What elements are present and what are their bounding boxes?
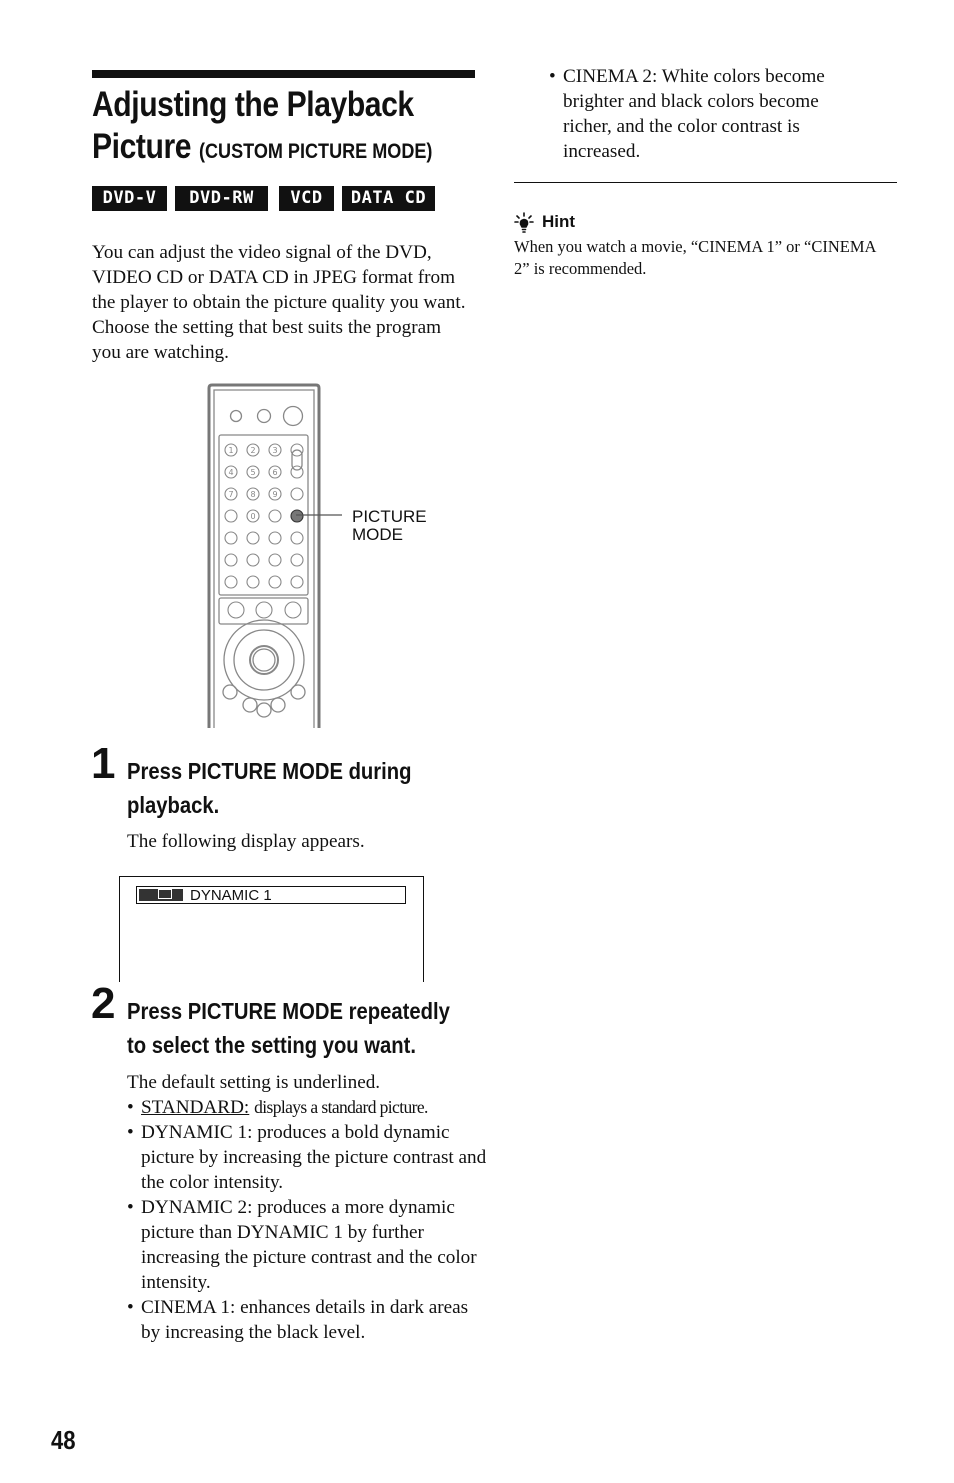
step-1-title-line-1: Press PICTURE MODE during (127, 758, 412, 784)
option-dynamic-1 (127, 1120, 487, 1195)
osd-bar (136, 886, 406, 904)
option-cinema-2 (549, 64, 869, 164)
badge-dvd-v: DVD-V (92, 186, 167, 211)
page-number: 48 (51, 1425, 76, 1455)
step-1-number: 1 (91, 739, 116, 788)
remote-key (247, 532, 259, 544)
option-standard (127, 1095, 487, 1120)
badge-dvd-rw: DVD-RW (175, 186, 268, 211)
remote-key (269, 532, 281, 544)
remote-key (225, 554, 237, 566)
remote-key (291, 576, 303, 588)
step-2-title-line-2: to select the setting you want. (127, 1032, 417, 1058)
title-line-2-main: Picture (92, 127, 192, 166)
remote-key (291, 532, 303, 544)
transport-key (256, 602, 272, 618)
on-screen-display (119, 876, 424, 982)
osd-setting-text: DYNAMIC 1 (190, 887, 272, 904)
hint-text: When you watch a movie, “CINEMA 1” or “CINEMA 2” is recommended. (514, 237, 876, 278)
title-subtitle: (CUSTOM PICTURE MODE) (198, 140, 433, 163)
bullet: • (127, 1297, 134, 1318)
remote-key (225, 510, 237, 522)
display-icon (158, 889, 172, 899)
remote-key-label: 3 (272, 446, 278, 455)
option-cinema-2-text: CINEMA 2: White colors become brighter and black colors become richer, and the color contrast is increased. (563, 66, 825, 162)
title-line-1: Adjusting the Playback (92, 85, 414, 124)
remote-control-illustration (200, 380, 350, 730)
remote-key-label: 8 (250, 490, 256, 499)
section-divider (514, 182, 897, 183)
bullet: • (127, 1097, 134, 1118)
step-2-number: 2 (91, 979, 116, 1028)
remote-key-label: 7 (228, 490, 234, 499)
bullet: • (127, 1122, 134, 1143)
option-standard-name: STANDARD: (141, 1097, 250, 1118)
picture-mode-key (291, 510, 303, 522)
remote-key-label: 4 (228, 468, 234, 477)
step-1-title-line-2: playback. (127, 792, 220, 818)
remote-key-label: 1 (228, 446, 234, 455)
badge-data-cd: DATA CD (342, 186, 435, 211)
remote-key (247, 576, 259, 588)
remote-key (269, 510, 281, 522)
step-2-title-line-1: Press PICTURE MODE repeatedly (127, 998, 450, 1024)
page-title (92, 84, 436, 173)
remote-key (269, 554, 281, 566)
callout-line-1: PICTURE (352, 507, 427, 526)
bullet: • (127, 1197, 134, 1218)
remote-key (269, 576, 281, 588)
remote-key (247, 554, 259, 566)
remote-key (291, 554, 303, 566)
option-dynamic-2-text: DYNAMIC 2: produces a more dynamic picture than DYNAMIC 1 by further increasing the picture contrast and the color intensity. (141, 1197, 477, 1293)
setting-options (127, 1095, 487, 1345)
option-cinema-1-text: CINEMA 1: enhances details in dark areas by increasing the black level. (141, 1297, 469, 1343)
option-cinema-2-block (549, 64, 869, 164)
title-rule (92, 70, 475, 78)
transport-key (285, 602, 301, 618)
option-standard-desc: displays a standard picture. (254, 1097, 428, 1117)
intro-paragraph: You can adjust the video signal of the DVD, VIDEO CD or DATA CD in JPEG format from the player to obtain the picture quality you want. Choose the setting that best suits the program you are watching. (92, 242, 466, 363)
step-1-title (127, 754, 412, 822)
option-dynamic-2 (127, 1195, 487, 1295)
lightbulb-icon (514, 212, 534, 234)
step-2-body: The default setting is underlined. (127, 1072, 381, 1093)
transport-key (228, 602, 244, 618)
remote-key (225, 532, 237, 544)
remote-key-label: 0 (250, 512, 256, 521)
remote-key-label: 5 (250, 468, 256, 477)
remote-key (225, 576, 237, 588)
remote-key-label: 6 (272, 468, 278, 477)
picture-mode-callout (352, 508, 427, 544)
remote-key-label: 2 (250, 446, 256, 455)
step-1-body: The following display appears. (127, 831, 365, 852)
remote-key (291, 488, 303, 500)
callout-line-2: MODE (352, 525, 403, 544)
title-line-2 (92, 126, 436, 173)
option-dynamic-1-text: DYNAMIC 1: produces a bold dynamic picture by increasing the picture contrast and the color intensity. (141, 1122, 487, 1193)
badge-vcd: VCD (279, 186, 334, 211)
step-2-title (127, 994, 450, 1062)
option-cinema-1 (127, 1295, 487, 1345)
bullet: • (549, 66, 556, 87)
remote-key-label: 9 (272, 490, 278, 499)
hint-title: Hint (542, 212, 576, 231)
